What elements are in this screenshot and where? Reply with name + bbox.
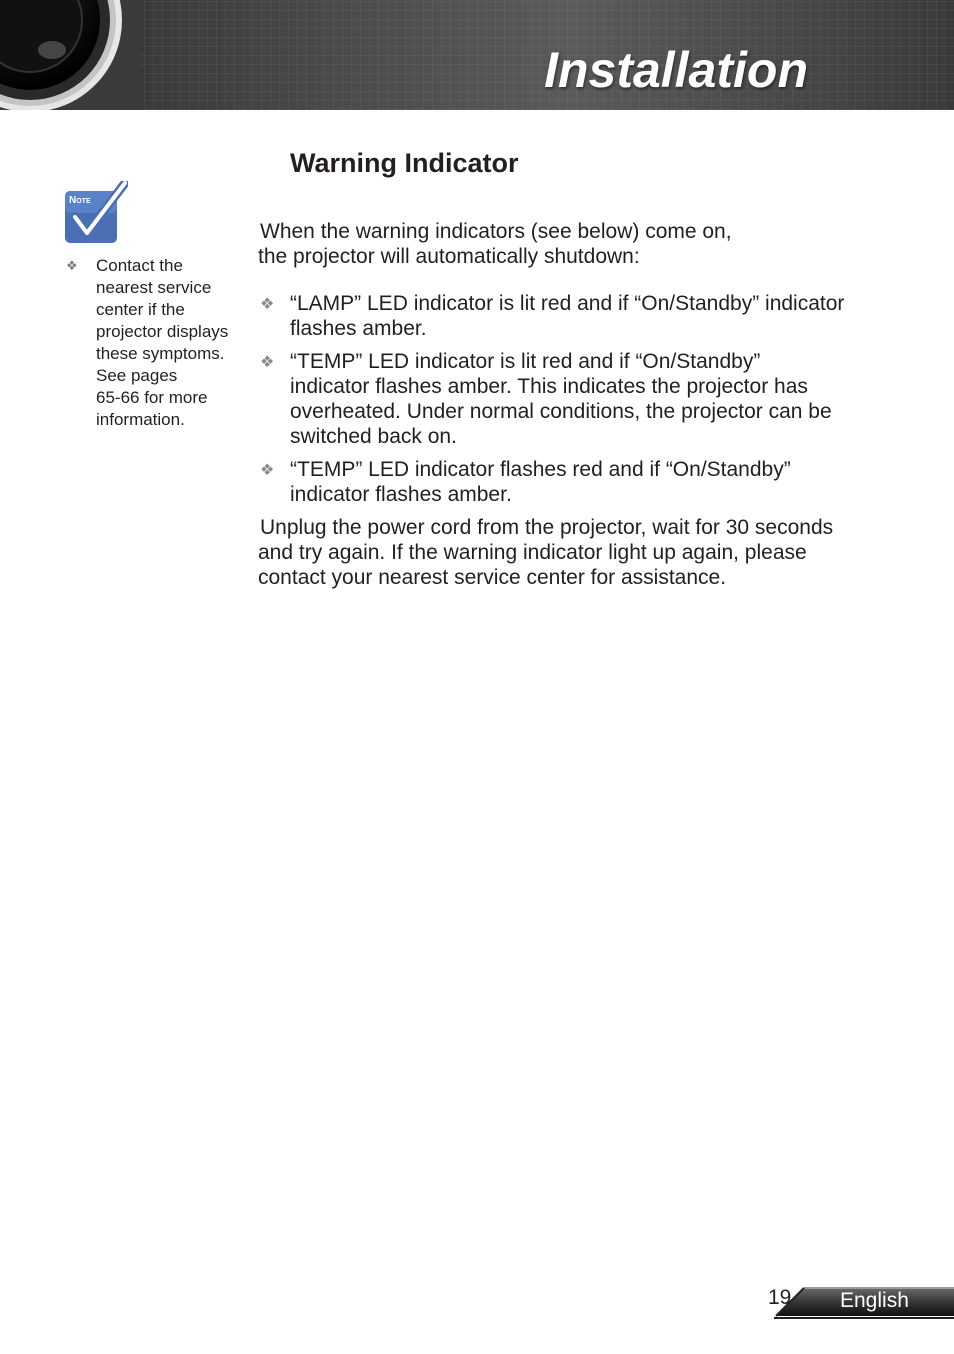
sidebar-note-line: projector displays [96, 322, 229, 341]
sidebar-note-line: See pages [96, 366, 178, 385]
outro-line: and try again. If the warning indicator light up again, please [258, 541, 807, 564]
note-icon-label: Note [69, 195, 91, 206]
bullet-line: overheated. Under normal conditions, the projector can be [290, 400, 832, 423]
bullet-line: “TEMP” LED indicator flashes red and if “On/Standby” [290, 458, 791, 481]
bullet-item [290, 457, 791, 507]
sidebar-note-line: nearest service [96, 278, 212, 297]
outro-paragraph [258, 515, 833, 590]
sidebar-note-line: 65-66 for more [96, 388, 208, 407]
page-header [0, 0, 954, 110]
bullet-line: switched back on. [290, 425, 457, 448]
footer-language-label: English [840, 1289, 909, 1312]
page-number: 19 [768, 1286, 792, 1309]
sidebar-note-line: these symptoms. [96, 344, 225, 363]
sidebar-note-line: center if the [96, 300, 185, 319]
bullet-line: indicator flashes amber. This indicates the projector has [290, 375, 808, 398]
chapter-title: Installation [544, 42, 808, 98]
bullet-icon: ❖ [260, 354, 275, 371]
bullet-icon: ❖ [260, 296, 275, 313]
note-icon [63, 181, 128, 245]
outro-line: Unplug the power cord from the projector, wait for 30 seconds [260, 516, 834, 539]
sidebar-note [96, 255, 246, 431]
bullet-line: indicator flashes amber. [290, 483, 512, 506]
intro-paragraph [258, 219, 732, 269]
sidebar-note-line: information. [96, 410, 185, 429]
bullet-line: “LAMP” LED indicator is lit red and if “On/Standby” indicator [290, 292, 845, 315]
section-heading: Warning Indicator [290, 148, 519, 178]
intro-line: the projector will automatically shutdown: [258, 245, 640, 268]
bullet-icon: ❖ [260, 462, 275, 479]
bullet-line: “TEMP” LED indicator is lit red and if “On/Standby” [290, 350, 761, 373]
sidebar-note-line: Contact the [96, 256, 183, 275]
bullet-line: flashes amber. [290, 317, 427, 340]
outro-line: contact your nearest service center for assistance. [258, 566, 727, 589]
sidebar-bullet-icon: ❖ [66, 258, 78, 273]
projector-lens-graphic [0, 0, 140, 110]
intro-line: When the warning indicators (see below) come on, [260, 220, 732, 243]
bullet-item [290, 291, 844, 341]
bullet-item [290, 349, 832, 449]
